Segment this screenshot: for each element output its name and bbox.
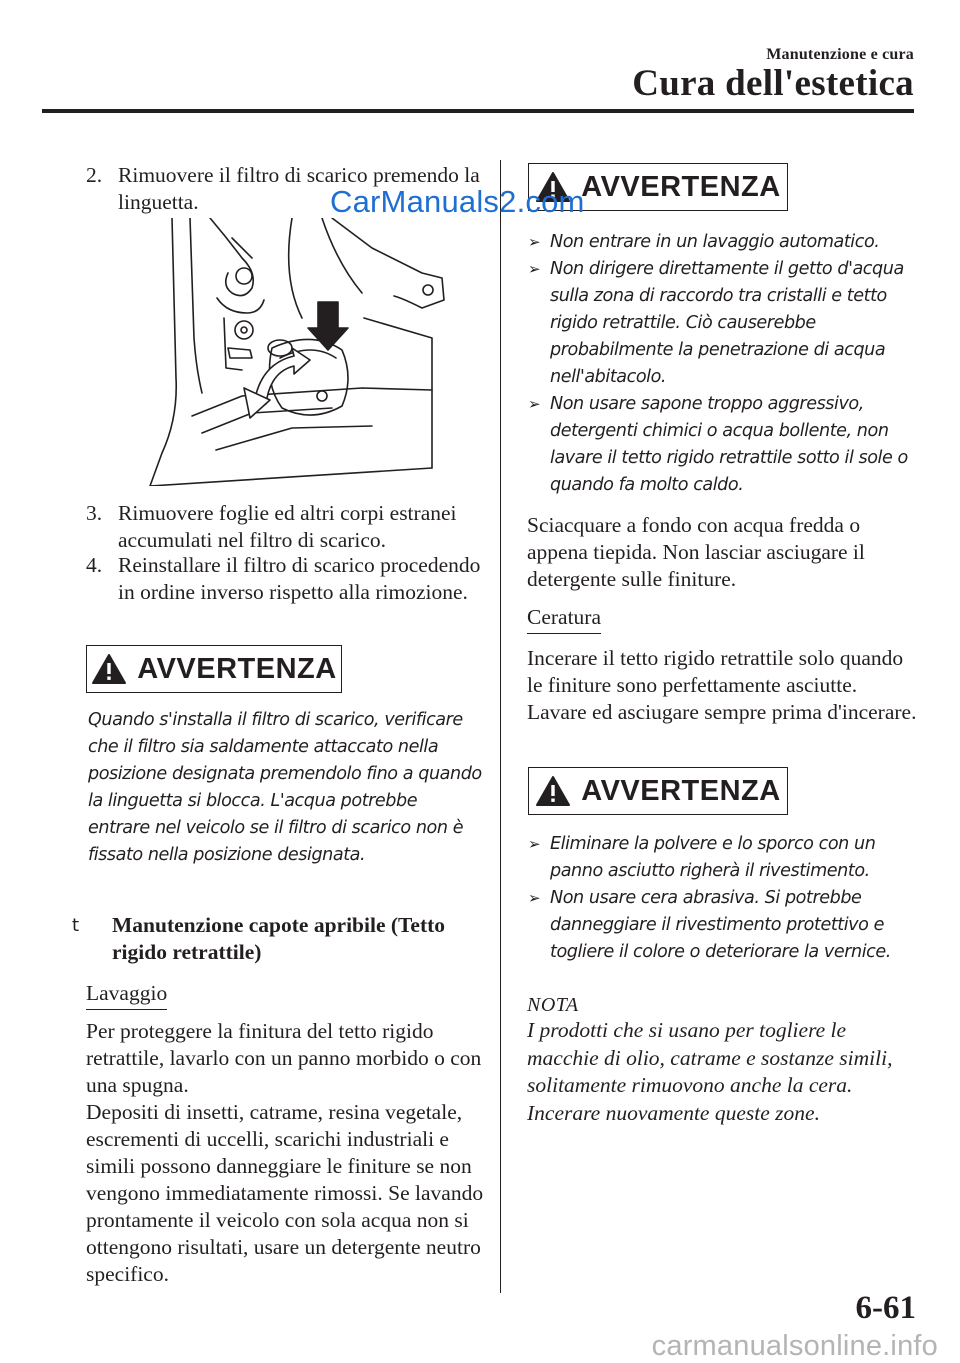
lavaggio-heading-wrap (86, 980, 167, 1010)
subheading-lavaggio: Lavaggio (86, 980, 167, 1010)
warning-text: Quando s'installa il filtro di scarico, verificare che il filtro sia saldamente attaccato nella posizione designata premendolo fino a quando la linguetta si blocca. L'acqua potrebbe entrare nel veicolo se il filtro di scarico non è fissato nella posizione designata. (88, 710, 482, 865)
drain-filter-illustration (132, 218, 450, 486)
header-section-label: Manutenzione e cura (766, 46, 914, 63)
warning-label: AVVERTENZA (581, 774, 781, 807)
step-text: Rimuovere il filtro di scarico premendo la linguetta. (118, 163, 480, 214)
step-number: 2. (86, 163, 103, 187)
bullet-text: Eliminare la polvere e lo sporco con un panno asciutto righerà il rivestimento. (550, 834, 876, 881)
column-divider (500, 160, 501, 1293)
step-text: Reinstallare il filtro di scarico procedendo in ordine inverso rispetto alla rimozione. (118, 553, 481, 604)
arrow-bullet-icon: ➢ (528, 835, 541, 853)
warning-box (86, 645, 342, 693)
arrow-bullet-icon: ➢ (528, 233, 541, 251)
arrow-bullet-icon: ➢ (528, 260, 541, 278)
nota-text: I prodotti che si usano per togliere le macchie di olio, catrame e sostanze simili, solitamente rimuovono anche la cera. Incerare nuovamente queste zone. (527, 1018, 893, 1125)
step-number: 3. (86, 501, 103, 525)
warning-triangle-icon (91, 653, 127, 685)
rinse-paragraph: Sciacquare a fondo con acqua fredda o appena tiepida. Non lasciar asciugare il detergente sulle finiture. (527, 513, 865, 591)
page-number: 6-61 (855, 1290, 916, 1326)
step-3 (86, 500, 482, 554)
bullet-text: Non usare cera abrasiva. Si potrebbe danneggiare il rivestimento protettivo e togliere il colore o deteriorare la vernice. (550, 888, 891, 962)
bullet-text: Non entrare in un lavaggio automatico. (550, 232, 880, 252)
step-text: Rimuovere foglie ed altri corpi estranei accumulati nel filtro di scarico. (118, 501, 457, 552)
section-marker: t (72, 915, 80, 936)
warning-bullet (526, 391, 916, 499)
bullet-text: Non usare sapone troppo aggressivo, detergenti chimici o acqua bollente, non lavare il tetto rigido retrattile sotto il sole o quando fa molto caldo. (550, 394, 908, 495)
ceratura-heading-wrap (527, 604, 601, 634)
lavaggio-paragraph-2: Depositi di insetti, catrame, resina vegetale, escrementi di uccelli, scarichi industriali e simili possono danneggiare le finiture se non vengono immediatamente rimossi. Se lavando prontamente il veicolo con sola acqua non si ottengono risultati, usare un detergente neutro specifico. (86, 1100, 484, 1286)
arrow-bullet-icon: ➢ (528, 395, 541, 413)
step-4 (86, 552, 482, 606)
warning-triangle-icon (535, 775, 571, 807)
warning-label: AVVERTENZA (581, 170, 781, 203)
warning-box (528, 767, 788, 815)
lavaggio-paragraph-1: Per proteggere la finitura del tetto rigido retrattile, lavarlo con un panno morbido o con una spugna. (86, 1019, 482, 1097)
warning-bullet (526, 885, 916, 966)
subheading-ceratura: Ceratura (527, 604, 601, 634)
bullet-text: Non dirigere direttamente il getto d'acqua sulla zona di raccordo tra cristalli e tetto rigido retrattile. Ciò causerebbe probabilmente la penetrazione di acqua nell'abitacolo. (550, 259, 904, 387)
header-rule (42, 109, 914, 113)
page-title: Cura dell'estetica (632, 63, 914, 104)
arrow-bullet-icon: ➢ (528, 889, 541, 907)
section-heading (72, 912, 482, 966)
warning-bullet (526, 229, 916, 256)
step-number: 4. (86, 553, 103, 577)
ceratura-paragraph: Incerare il tetto rigido retrattile solo quando le finiture sono perfettamente asciutte. Lavare ed asciugare sempre prima d'incerare. (527, 646, 917, 724)
footer-watermark-url: carmanualsonline.info (651, 1330, 938, 1362)
warning-label: AVVERTENZA (137, 652, 337, 685)
warning-bullet (526, 256, 916, 391)
section-title: Manutenzione capote apribile (Tetto rigido retrattile) (112, 913, 446, 964)
warning-bullet (526, 831, 916, 885)
warning-bullet-list (526, 831, 916, 966)
warning-bullet-list (526, 229, 916, 499)
watermark-text: CarManuals2.com (330, 184, 585, 219)
nota-label: NOTA (527, 994, 579, 1016)
